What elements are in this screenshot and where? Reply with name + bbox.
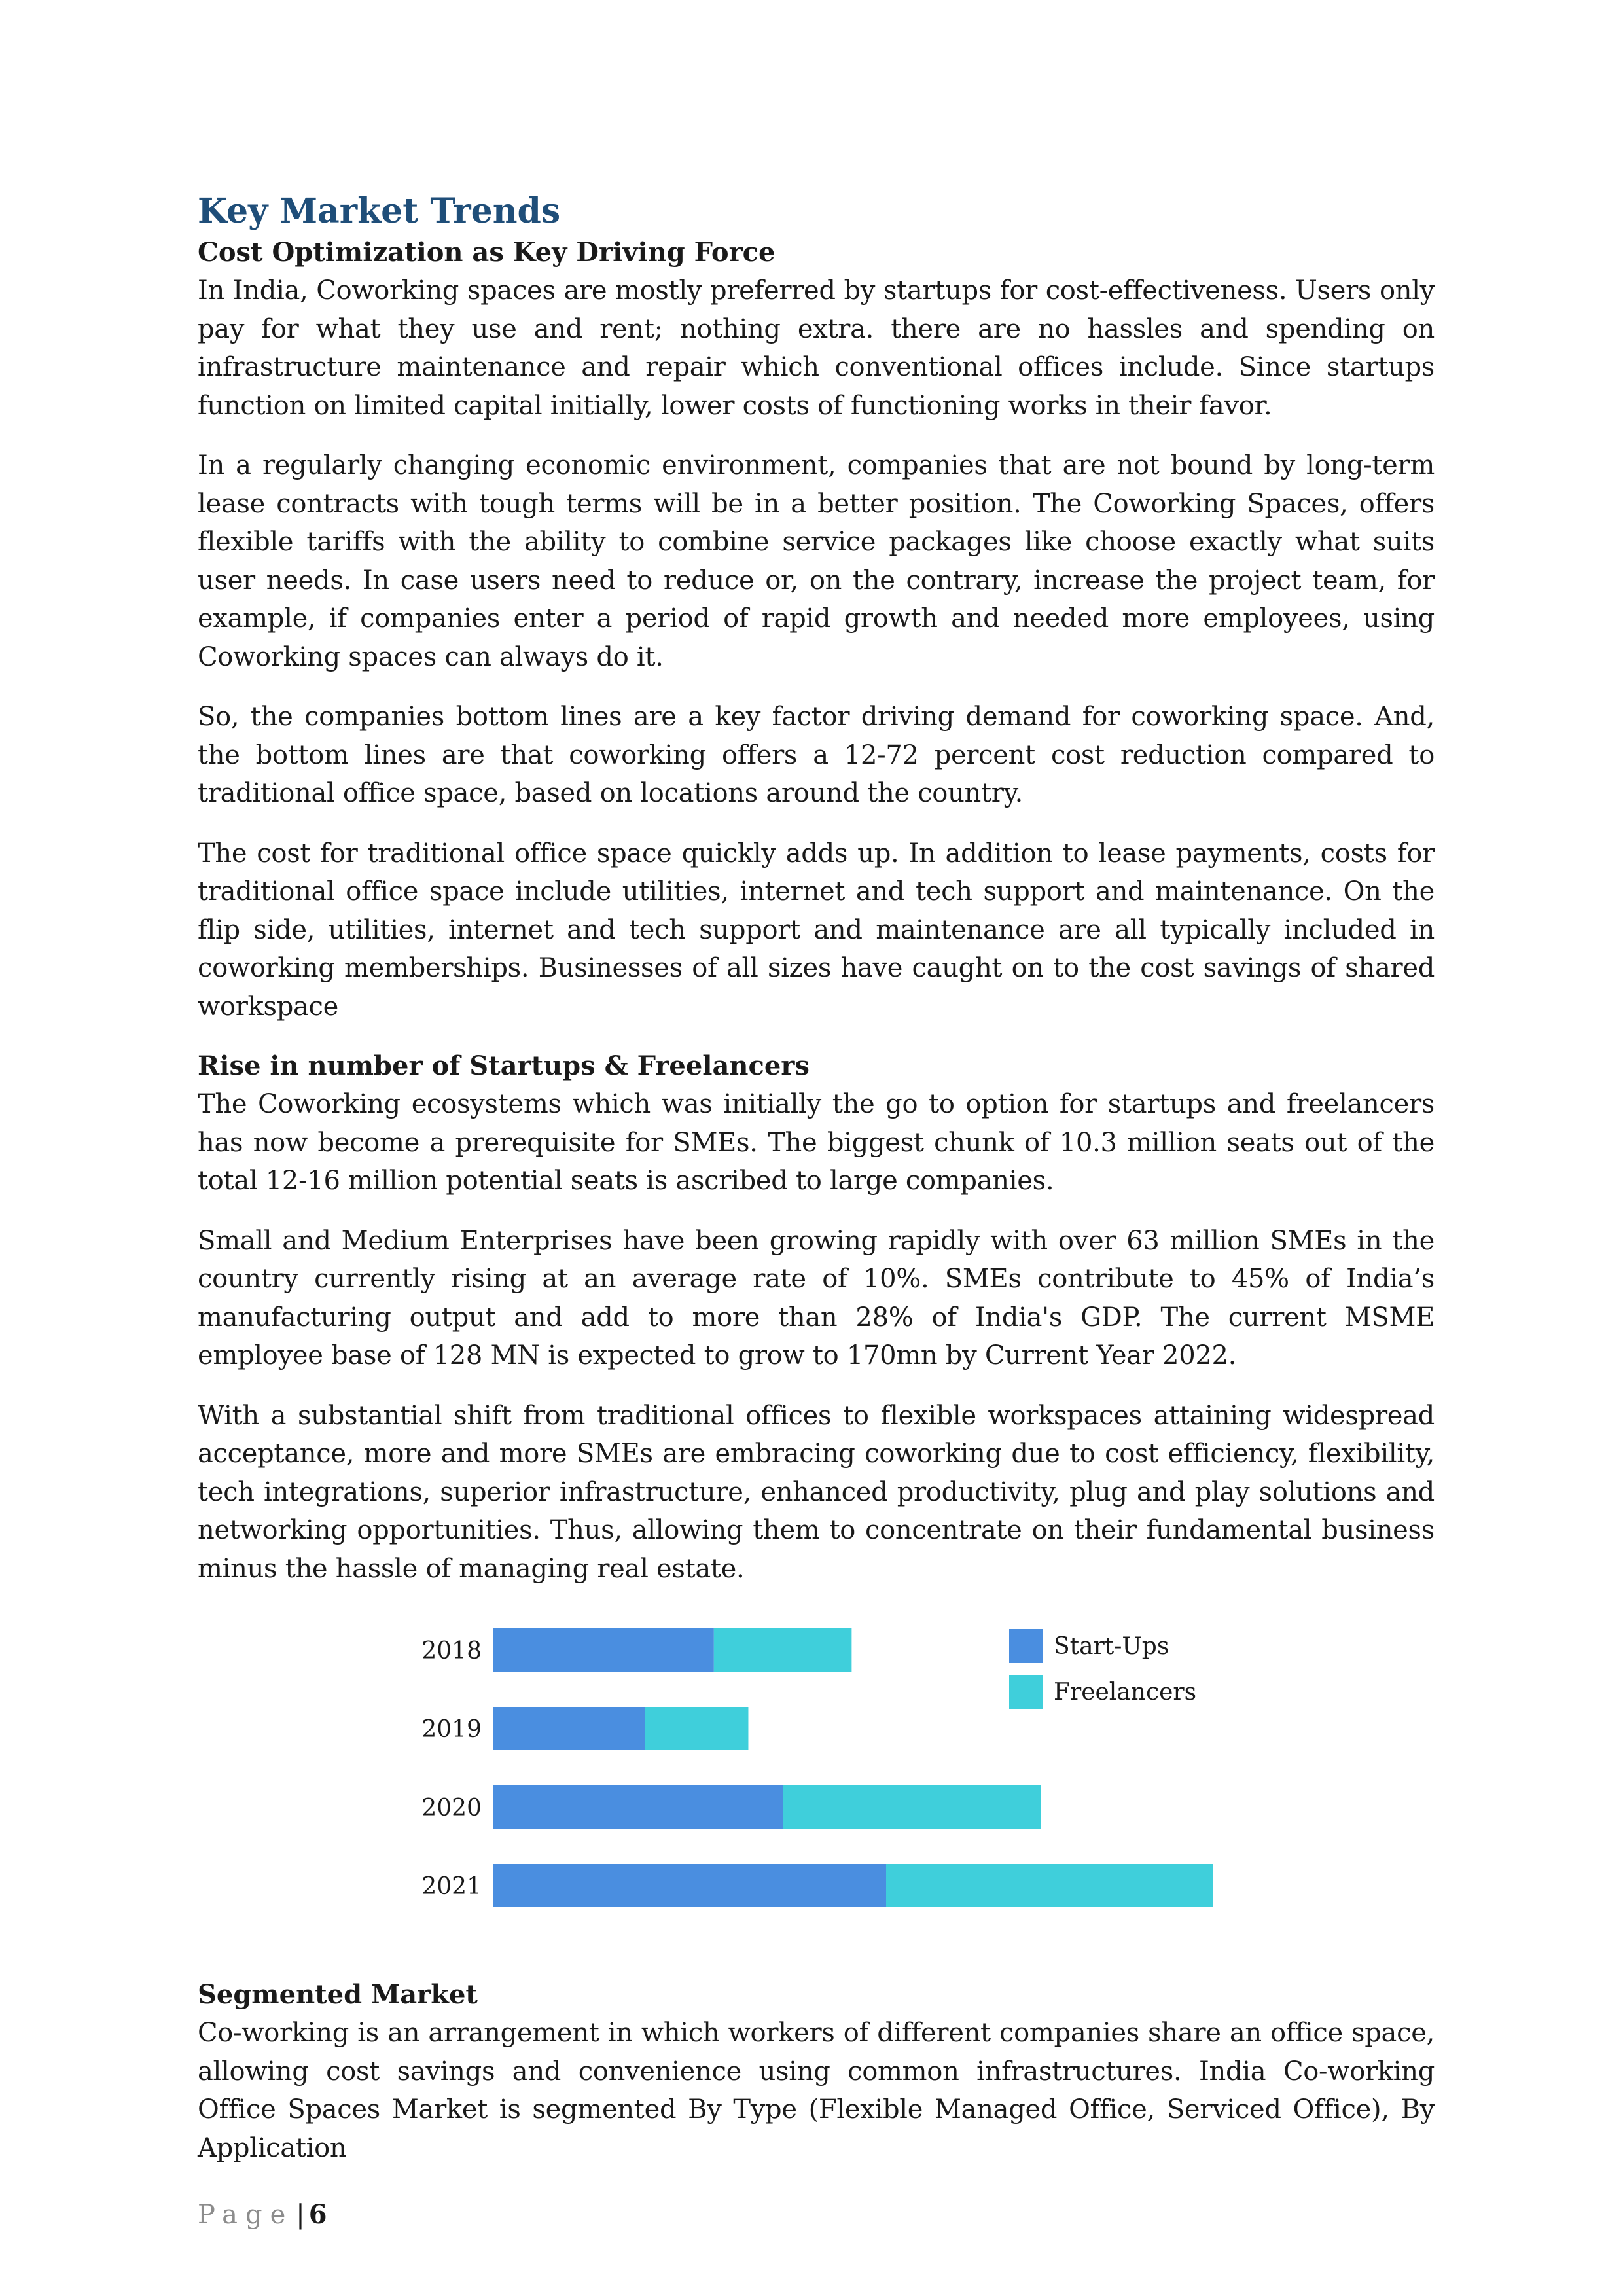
bar-freelancers-2018 — [714, 1628, 852, 1672]
paragraph: In a regularly changing economic environment, companies that are not bound by long-term lease contracts with tough terms will be in a better position. The Coworking Spaces, offers flexible tariffs with the ability to combine service packages like choose exactly what suits user needs. In case users need to reduce or, on the contrary, increase the project team, for example, if companies enter a period of rapid growth and needed more employees, using Coworking spaces can always do it. — [198, 450, 1435, 672]
section-cost-optimization — [198, 234, 1435, 1026]
paragraph: The cost for traditional office space quickly adds up. In addition to lease payments, costs for traditional office space include utilities, internet and tech support and maintenance. On the flip side, utilities, internet and tech support and maintenance are all typically included in coworking memberships. Businesses of all sizes have caught on to the cost savings of shared workspace — [198, 838, 1435, 1022]
section-heading-startups: Rise in number of Startups & Freelancers — [198, 1050, 810, 1081]
bar-startups-2021 — [493, 1864, 886, 1907]
bar-freelancers-2020 — [783, 1785, 1041, 1829]
page-content — [198, 190, 1435, 2189]
legend-label: Start-Ups — [1054, 1633, 1169, 1660]
footer-page-number: 6 — [308, 2199, 327, 2230]
legend-swatch — [1009, 1675, 1043, 1709]
bar-startups-2020 — [493, 1785, 783, 1829]
footer-page-label: Page — [198, 2200, 294, 2230]
bar-startups-2019 — [493, 1707, 645, 1750]
page-title: Key Market Trends — [198, 191, 561, 231]
startups-freelancers-chart — [198, 1609, 1435, 1950]
bar-startups-2018 — [493, 1628, 714, 1672]
legend-label: Freelancers — [1054, 1679, 1197, 1706]
footer-separator: | — [296, 2200, 305, 2230]
bar-freelancers-2019 — [645, 1707, 749, 1750]
section-heading-cost: Cost Optimization as Key Driving Force — [198, 237, 776, 268]
paragraph: Small and Medium Enterprises have been growing rapidly with over 63 million SMEs in the country currently rising at an average rate of 10%. SMEs contribute to 45% of India’s manufacturing output and add to more than 28% of India's GDP. The current MSME employee base of 128 MN is expected to grow to 170mn by Current Year 2022. — [198, 1225, 1435, 1371]
page-footer — [198, 2199, 327, 2230]
y-tick-label: 2020 — [421, 1795, 482, 1821]
section-startups-freelancers — [198, 1047, 1435, 1588]
paragraph: Co-working is an arrangement in which workers of different companies share an office space, allowing cost savings and convenience using common infrastructures. India Co-working Office Spaces Market is segmented By Type (Flexible Managed Office, Serviced Office), By Application — [198, 2018, 1435, 2163]
y-tick-label: 2021 — [421, 1873, 482, 1900]
section-heading-segmented: Segmented Market — [198, 1979, 478, 2010]
legend-swatch — [1009, 1629, 1043, 1663]
paragraph: So, the companies bottom lines are a key factor driving demand for coworking space. And, the bottom lines are that coworking offers a 12-72 percent cost reduction compared to traditional office space, based on locations around the country. — [198, 702, 1435, 808]
paragraph: With a substantial shift from traditional offices to flexible workspaces attaining widespread acceptance, more and more SMEs are embracing coworking due to cost efficiency, flexibility, tech integrations, superior infrastructure, enhanced productivity, plug and play solutions and networking opportunities. Thus, allowing them to concentrate on their fundamental business minus the hassle of managing real estate. — [198, 1400, 1435, 1584]
bar-freelancers-2021 — [886, 1864, 1213, 1907]
y-tick-label: 2018 — [421, 1638, 482, 1664]
paragraph: In India, Coworking spaces are mostly preferred by startups for cost-effectiveness. Users only pay for what they use and rent; nothing extra. there are no hassles and spending on infrastructure maintenance and repair which conventional offices include. Since startups function on limited capital initially, lower costs of functioning works in their favor. — [198, 276, 1435, 421]
chart-svg — [198, 1609, 1435, 1950]
paragraph: The Coworking ecosystems which was initially the go to option for startups and freelancers has now become a prerequisite for SMEs. The biggest chunk of 10.3 million seats out of the total 12-16 million potential seats is ascribed to large companies. — [198, 1089, 1435, 1196]
y-tick-label: 2019 — [421, 1716, 482, 1743]
section-segmented-market — [198, 1976, 1435, 2167]
